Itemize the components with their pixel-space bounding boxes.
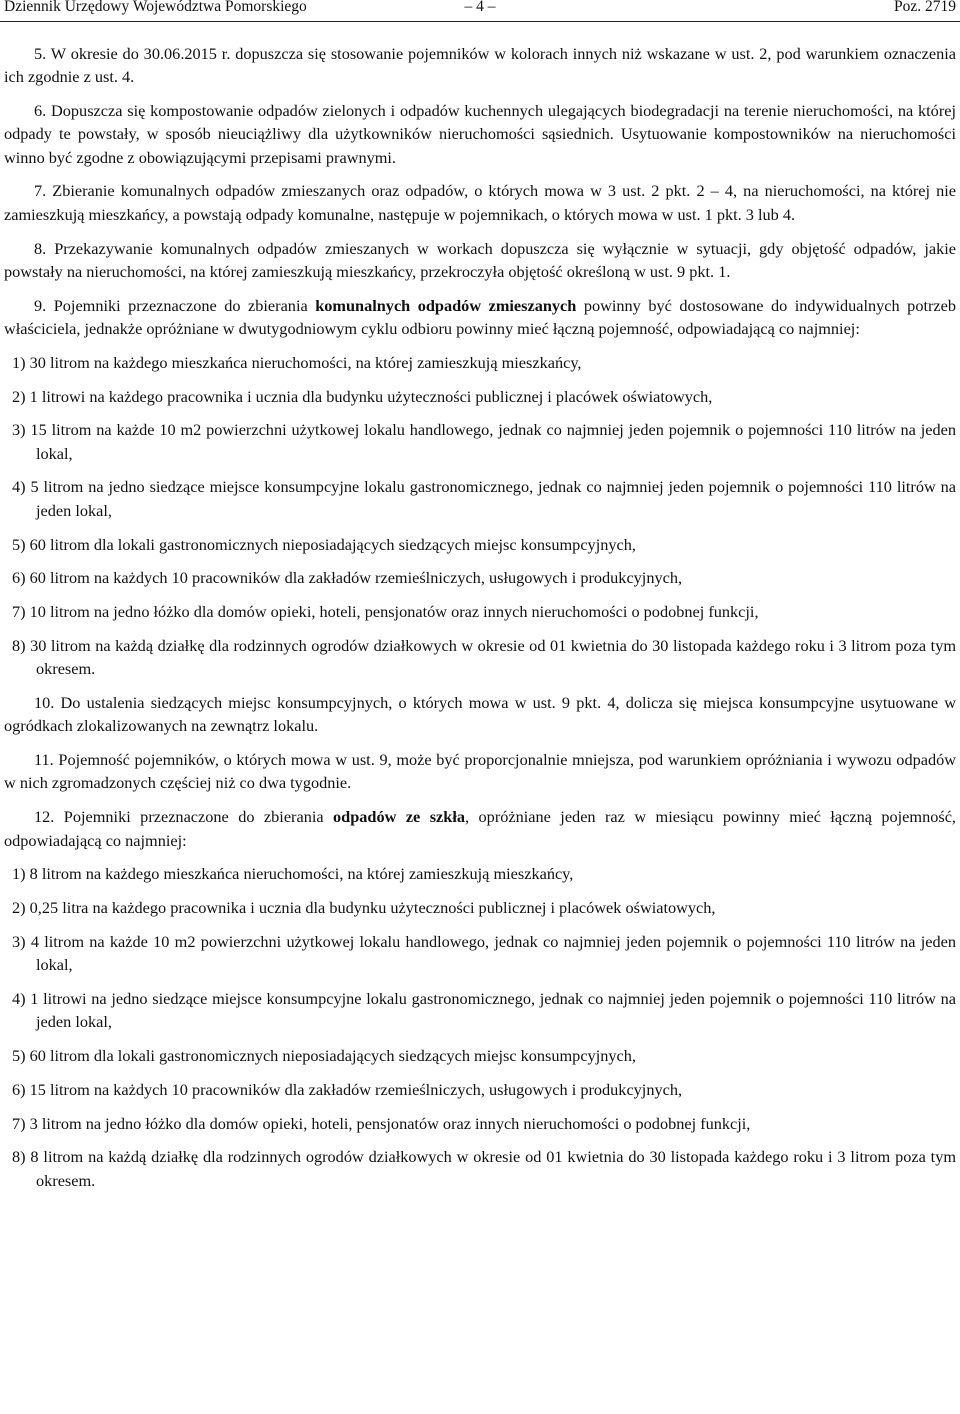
paragraph-11: 11. Pojemność pojemników, o których mowa w ust. 9, może być proporcjonalnie mniejsza, pod warunkiem opróżniania i wywozu odpadów w nich zgromadzonych częściej niż co dwa tygodnie. — [4, 750, 956, 793]
list-item: 8) 8 litrom na każdą działkę dla rodzinnych ogrodów działkowych w okresie od 01 kwietnia do 30 listopada każdego roku i 3 litrom poza tym okresem. — [12, 1147, 956, 1190]
list-item: 5) 60 litrom dla lokali gastronomicznych nieposiadających siedzących miejsc konsumpcyjnych, — [12, 1046, 636, 1066]
list-item: 1) 8 litrom na każdego mieszkańca nieruchomości, na której zamieszkują mieszkańcy, — [12, 864, 574, 884]
paragraph-10: 10. Do ustalenia siedzących miejsc konsumpcyjnych, o których mowa w ust. 9 pkt. 4, dolicza się miejsca konsumpcyjne usytuowane w ogródkach zlokalizowanych na zewnątrz lokalu. — [4, 693, 956, 736]
list-glass-waste — [4, 862, 956, 1192]
document-body — [4, 42, 956, 1203]
paragraph-5: 5. W okresie do 30.06.2015 r. dopuszcza się stosowanie pojemników w kolorach innych niż wskazane w ust. 2, pod warunkiem oznaczenia ich zgodnie z ust. 4. — [4, 44, 956, 87]
header-divider — [0, 21, 960, 22]
paragraph-9 — [4, 294, 956, 341]
list-item: 4) 5 litrom na jedno siedzące miejsce konsumpcyjne lokalu gastronomicznego, jednak co najmniej jeden pojemnik o pojemności 110 litrów na jeden lokal, — [12, 477, 956, 520]
paragraph-8: 8. Przekazywanie komunalnych odpadów zmieszanych w workach dopuszcza się wyłącznie w sytuacji, gdy objętość odpadów, jakie powstały na nieruchomości, na której zamieszkują mieszkańcy, przekroczyła objętość określoną w ust. 9 pkt. 1. — [4, 238, 956, 281]
paragraph-12-bold: odpadów ze szkła — [333, 807, 466, 827]
paragraph-9-intro: 9. Pojemniki przeznaczone do zbierania — [34, 295, 316, 315]
page-header — [0, 0, 960, 22]
paragraph-12-intro: 12. Pojemniki przeznaczone do zbierania — [34, 807, 334, 827]
journal-title: Dziennik Urzędowy Województwa Pomorskiego — [4, 0, 307, 15]
list-item: 2) 0,25 litra na każdego pracownika i ucznia dla budynku użyteczności publicznej i placówek oświatowych, — [12, 898, 716, 918]
list-item: 2) 1 litrowi na każdego pracownika i ucznia dla budynku użyteczności publicznej i placówek oświatowych, — [12, 386, 713, 406]
position-number: Poz. 2719 — [894, 0, 956, 15]
paragraph-12-rest: , opróżniane jeden raz w miesiącu powinny mieć łączną pojemność, odpowiadającą co najmniej: — [4, 807, 956, 850]
list-item: 7) 3 litrom na jedno łóżko dla domów opieki, hoteli, pensjonatów oraz innych nieruchomości o podobnej funkcji, — [12, 1113, 751, 1133]
list-item: 6) 60 litrom na każdych 10 pracowników dla zakładów rzemieślniczych, usługowych i produkcyjnych, — [12, 568, 683, 588]
list-item: 1) 30 litrom na każdego mieszkańca nieruchomości, na której zamieszkują mieszkańcy, — [12, 352, 582, 372]
list-mixed-waste — [4, 351, 956, 681]
page-number: – 4 – — [464, 0, 496, 15]
list-item: 6) 15 litrom na każdych 10 pracowników dla zakładów rzemieślniczych, usługowych i produkcyjnych, — [12, 1079, 683, 1099]
list-item: 5) 60 litrom dla lokali gastronomicznych nieposiadających siedzących miejsc konsumpcyjnych, — [12, 534, 636, 554]
list-item: 3) 15 litrom na każde 10 m2 powierzchni użytkowej lokalu handlowego, jednak co najmniej jeden pojemnik o pojemności 110 litrów na jeden lokal, — [12, 420, 956, 463]
paragraph-9-bold: komunalnych odpadów zmieszanych — [315, 295, 577, 315]
paragraph-9-rest: powinny być dostosowane do indywidualnych potrzeb właściciela, jednakże opróżniane w dwutygodniowym cyklu odbioru powinny mieć łączną pojemność, odpowiadającą co najmniej: — [4, 295, 957, 338]
paragraph-12 — [4, 805, 956, 852]
list-item: 7) 10 litrom na jedno łóżko dla domów opieki, hoteli, pensjonatów oraz innych nieruchomości o podobnej funkcji, — [12, 602, 759, 622]
paragraph-6: 6. Dopuszcza się kompostowanie odpadów zielonych i odpadów kuchennych ulegających biodegradacji na terenie nieruchomości, na której odpady te powstały, w sposób nieuciążliwy dla użytkowników nieruchomości sąsiednich. Usytuowanie kompostowników na nieruchomości winno być zgodne z obowiązującymi przepisami prawnymi. — [4, 101, 956, 167]
list-item: 8) 30 litrom na każdą działkę dla rodzinnych ogrodów działkowych w okresie od 01 kwietnia do 30 listopada każdego roku i 3 litrom poza tym okresem. — [12, 635, 956, 679]
list-item: 3) 4 litrom na każde 10 m2 powierzchni użytkowej lokalu handlowego, jednak co najmniej jeden pojemnik o pojemności 110 litrów na jeden lokal, — [12, 931, 956, 975]
list-item: 4) 1 litrowi na jedno siedzące miejsce konsumpcyjne lokalu gastronomicznego, jednak co najmniej jeden pojemnik o pojemności 110 litrów na jeden lokal, — [12, 989, 956, 1032]
paragraph-7: 7. Zbieranie komunalnych odpadów zmieszanych oraz odpadów, o których mowa w 3 ust. 2 pkt. 2 – 4, na nieruchomości, na której nie zamieszkują mieszkańcy, a powstają odpady komunalne, następuje w pojemnikach, o których mowa w ust. 1 pkt. 3 lub 4. — [4, 181, 956, 224]
